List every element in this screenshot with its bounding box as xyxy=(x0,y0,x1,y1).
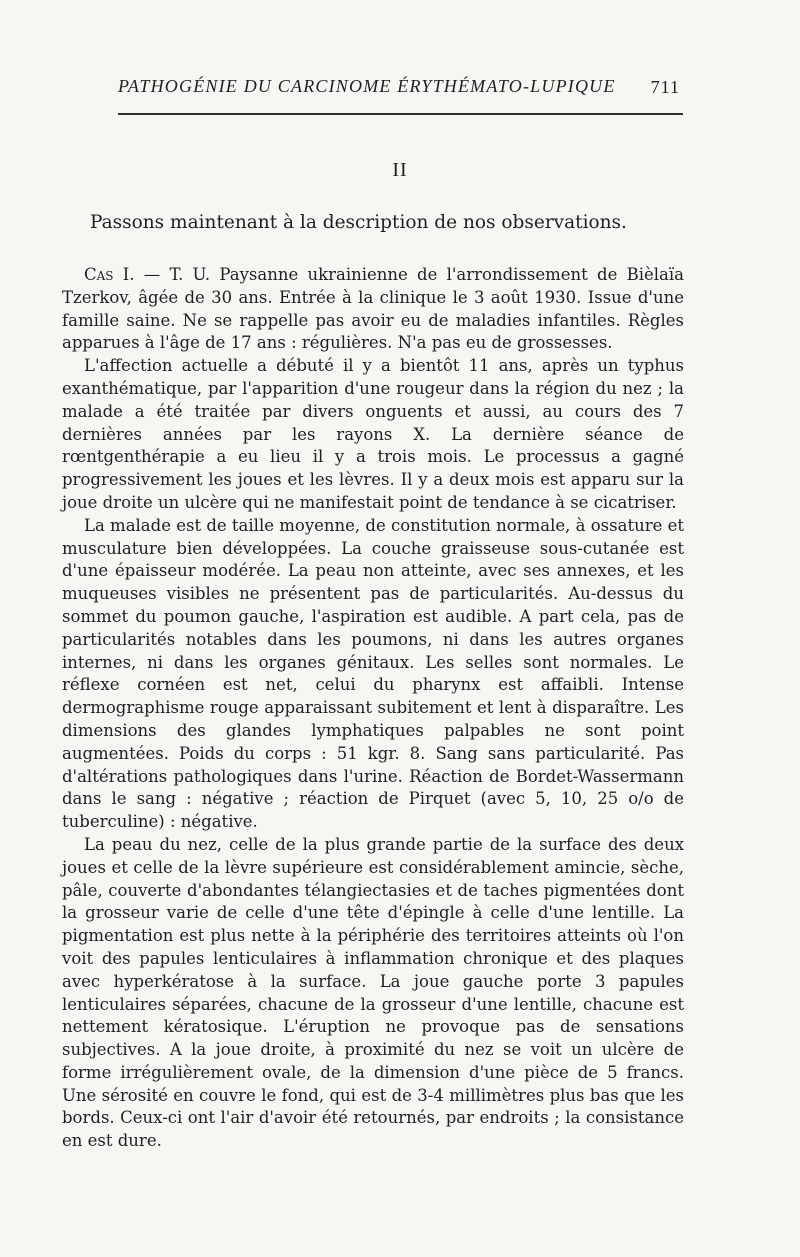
running-header xyxy=(118,76,680,106)
section-number: II xyxy=(392,159,408,181)
case-paragraph-3: La malade est de taille moyenne, de constitution normale, à ossature et musculature bien développées. La couche graisseuse sous-cutanée est d'une épaisseur modérée. La peau non atteinte, avec ses annexes, et les muqueuses visibles ne présentent pas de particularités. Au-dessus du sommet du poumon gauche, l'aspiration est audible. A part cela, pas de particularités notables dans les poumons, ni dans les autres organes internes, ni dans les organes génitaux. Les selles sont normales. Le réflexe cornéen est net, celui du pharynx est affaibli. Intense dermographisme rouge apparaissant subitement et lent à disparaître. Les dimensions des glandes lymphatiques palpables ne sont point augmentées. Poids du corps : 51 kgr. 8. Sang sans particularité. Pas d'altérations pathologiques dans l'urine. Réaction de Bordet-Wassermann dans le sang : négative ; réaction de Pirquet (avec 5, 10, 25 o/o de tuberculine) : négative. xyxy=(62,515,684,832)
header-rule xyxy=(118,113,683,115)
case-paragraph-2: L'affection actuelle a débuté il y a bientôt 11 ans, après un typhus exanthématique, par l'apparition d'une rougeur dans la région du nez ; la malade a été traitée par divers onguents et aussi, au cours des 7 dernières années par les rayons X. La dernière séance de rœntgenthérapie a eu lieu il y a trois mois. Le processus a gagné progressivement les joues et les lèvres. Il y a deux mois est apparu sur la joue droite un ulcère qui ne manifestait point de tendance à se cicatriser. xyxy=(62,356,684,512)
section-intro: Passons maintenant à la description de nos observations. xyxy=(90,212,627,233)
case-paragraph-1-text: — T. U. Paysanne ukrainienne de l'arrondissement de Bièlaïa Tzerkov, âgée de 30 ans. Entrée à la clinique le 3 août 1930. Issue d'une famille saine. Ne se rappelle pas avoir eu de maladies infantiles. Règles apparues à l'âge de 17 ans : régulières. N'a pas eu de grossesses. xyxy=(62,265,684,353)
case-body xyxy=(62,264,684,1153)
case-label: Cas I. xyxy=(84,265,135,284)
page-number: 711 xyxy=(650,77,680,97)
running-title: PATHOGÉNIE DU CARCINOME ÉRYTHÉMATO-LUPIQUE xyxy=(118,76,616,96)
case-paragraph-1 xyxy=(62,264,684,355)
case-paragraph-4: La peau du nez, celle de la plus grande partie de la surface des deux joues et celle de la lèvre supérieure est considérablement amincie, sèche, pâle, couverte d'abondantes télangiectasies et de taches pigmentées dont la grosseur varie de celle d'une tête d'épingle à celle d'une lentille. La pigmentation est plus nette à la périphérie des territoires atteints où l'on voit des papules lenticulaires à inflammation chronique et des plaques avec hyperkératose à la surface. La joue gauche porte 3 papules lenticulaires séparées, chacune de la grosseur d'une lentille, chacune est nettement kératosique. L'éruption ne provoque pas de sensations subjectives. A la joue droite, à proximité du nez se voit un ulcère de forme irrégulièrement ovale, de la dimension d'une pièce de 5 francs. Une sérosité en couvre le fond, qui est de 3-4 millimètres plus bas que les bords. Ceux-ci ont l'air d'avoir été retournés, par endroits ; la consistance en est dure. xyxy=(62,834,684,1151)
